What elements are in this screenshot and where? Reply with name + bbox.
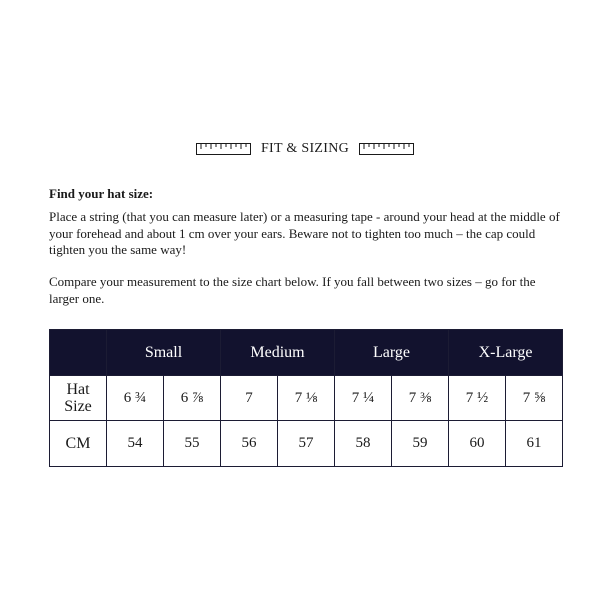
- size-chart-table: [49, 329, 563, 467]
- fit-sizing-title-row: [0, 138, 610, 160]
- table-cell: 7 ⅜: [392, 376, 449, 421]
- table-cell: 55: [164, 421, 221, 467]
- header-corner-cell: [50, 330, 107, 376]
- table-cell: 61: [506, 421, 563, 467]
- hat-size-label-line2: Size: [64, 398, 92, 415]
- size-group-x-large: X-Large: [449, 330, 563, 376]
- table-cell: 6 ⅞: [164, 376, 221, 421]
- table-cell: 7: [221, 376, 278, 421]
- table-cell: 7 ⅝: [506, 376, 563, 421]
- hat-size-label: [50, 376, 107, 421]
- cm-label: CM: [50, 421, 107, 467]
- table-cell: 57: [278, 421, 335, 467]
- size-group-large: Large: [335, 330, 449, 376]
- size-header-row: [50, 330, 563, 376]
- hat-size-label-line1: Hat: [66, 381, 90, 398]
- table-cell: 60: [449, 421, 506, 467]
- size-group-small: Small: [107, 330, 221, 376]
- compare-instructions: Compare your measurement to the size chart below. If you fall between two sizes – go for the larger one.: [49, 274, 536, 306]
- table-cell: 59: [392, 421, 449, 467]
- table-cell: 7 ½: [449, 376, 506, 421]
- table-cell: 7 ⅛: [278, 376, 335, 421]
- ruler-icon: [196, 141, 251, 157]
- table-row: [50, 376, 563, 421]
- table-cell: 54: [107, 421, 164, 467]
- table-cell: 6 ¾: [107, 376, 164, 421]
- table-cell: 7 ¼: [335, 376, 392, 421]
- table-row: [50, 421, 563, 467]
- find-hat-size-heading: Find your hat size:: [49, 186, 154, 201]
- ruler-icon: [359, 141, 414, 157]
- page-title: FIT & SIZING: [260, 141, 350, 156]
- table-cell: 56: [221, 421, 278, 467]
- measure-instructions: Place a string (that you can measure later) or a measuring tape - around your head at the middle of your forehead and about 1 cm over your ears. Beware not to tighten too much – the cap could tighten you the same way!: [49, 209, 560, 257]
- table-cell: 58: [335, 421, 392, 467]
- size-group-medium: Medium: [221, 330, 335, 376]
